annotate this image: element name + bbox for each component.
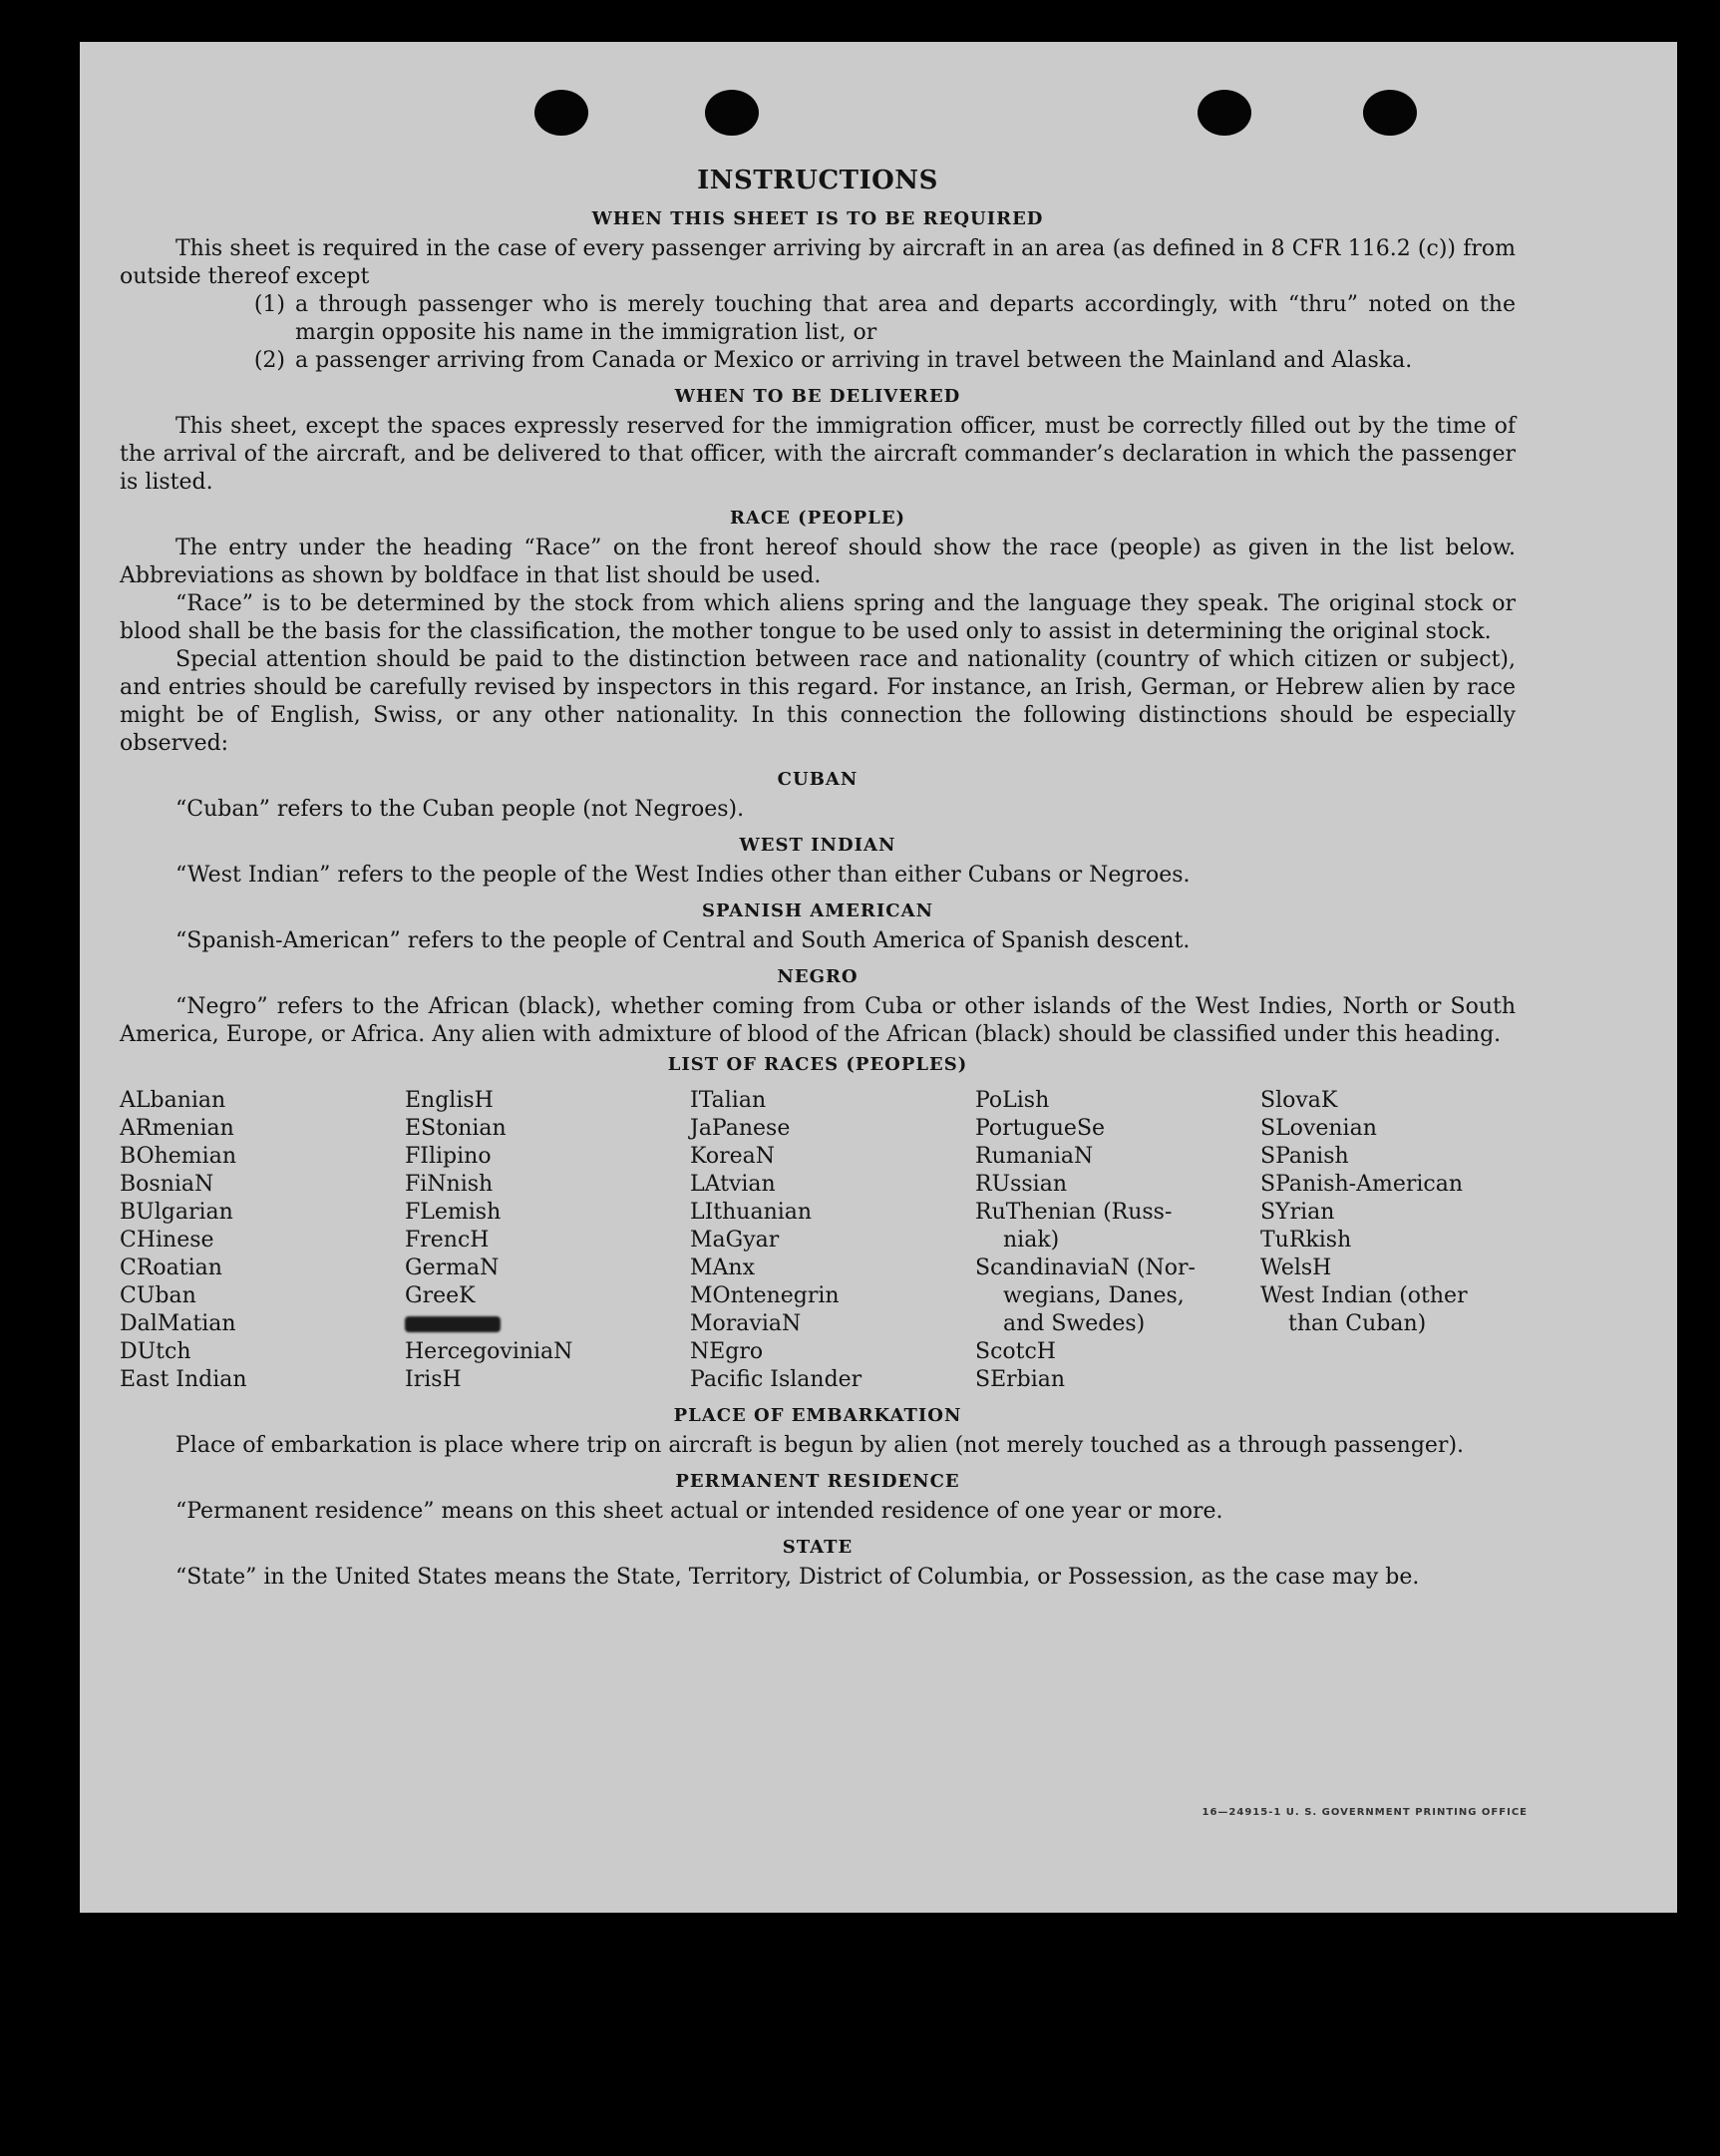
redacted-entry [405,1310,690,1338]
instructions-body [120,164,1516,1592]
race-item: Pacific Islander [690,1367,862,1392]
race-list [120,1087,1516,1394]
section-text: The entry under the heading “Race” on the front hereof should show the race (people) as given in the list below. Abbreviations as shown by boldface in that list should be used. [120,536,1516,588]
race-item: EStonian [405,1116,507,1141]
section-heading: RACE (PEOPLE) [729,508,906,529]
race-item: SPanish-American [1260,1172,1464,1197]
race-item: PoLish [975,1088,1050,1113]
race-item: EnglisH [405,1088,494,1113]
race-item: ARmenian [120,1116,234,1141]
item-number: (1) [253,292,285,317]
punch-hole [705,90,759,136]
list-heading: LIST OF RACES (PEOPLES) [667,1054,968,1075]
section-text: Place of embarkation is place where trip on aircraft is begun by alien (not merely touched as a through passenger). [175,1433,1465,1458]
race-column [1260,1087,1546,1394]
section-text: “State” in the United States means the State, Territory, District of Columbia, or Possession, as the case may be. [175,1565,1420,1590]
race-item: RUssian [975,1172,1068,1197]
race-item: SLovenian [1260,1116,1377,1141]
race-item-continuation: and Swedes) [1003,1311,1146,1336]
race-item: IrisH [405,1367,462,1392]
race-item: SYrian [1260,1200,1335,1225]
list-item [120,347,1516,375]
section-text: “West Indian” refers to the people of the West Indies other than either Cubans or Negroes. [175,863,1191,888]
section-heading: NEGRO [777,966,859,987]
race-item: LAtvian [690,1172,776,1197]
section-heading: PERMANENT RESIDENCE [675,1471,960,1492]
race-column [405,1087,690,1394]
punch-hole [534,90,588,136]
race-item-continuation: niak) [1003,1228,1060,1253]
race-item: DUtch [120,1339,191,1364]
race-column [975,1087,1260,1394]
race-item: CRoatian [120,1256,222,1280]
race-item: NEgro [690,1339,764,1364]
section-text: “Spanish-American” refers to the people of Central and South America of Spanish descent. [175,928,1191,953]
race-item: ITalian [690,1088,767,1113]
document-page [80,42,1677,1913]
race-item: MAnx [690,1256,755,1280]
race-item: ScotcH [975,1339,1056,1364]
list-item [120,291,1516,347]
section-text: “Negro” refers to the African (black), whether coming from Cuba or other islands of the West Indies, North or South America, Europe, or Africa. Any alien with admixture of blood of the African (black) should be classified under this heading. [120,994,1516,1047]
page-title: INSTRUCTIONS [697,166,938,195]
section-text: This sheet, except the spaces expressly reserved for the immigration officer, must be correctly filled out by the time of the arrival of the aircraft, and be delivered to that officer, with the aircraft commander’s declaration in which the passenger is listed. [120,414,1516,495]
race-item: SlovaK [1260,1088,1338,1113]
printer-imprint: 16—24915-1 U. S. GOVERNMENT PRINTING OFFICE [1202,1807,1528,1818]
race-item: CUban [120,1283,196,1308]
race-item: BOhemian [120,1144,236,1169]
section-heading: WEST INDIAN [739,835,896,856]
race-column [690,1087,975,1394]
item-text: a through passenger who is merely touching that area and departs accordingly, with “thru” noted on the margin opposite his name in the immigration list, or [295,292,1516,345]
race-item: TuRkish [1260,1228,1352,1253]
race-item: BUlgarian [120,1200,233,1225]
race-item: FiNnish [405,1172,494,1197]
section-text: “Cuban” refers to the Cuban people (not Negroes). [175,797,745,822]
section-text: Special attention should be paid to the distinction between race and nationality (country of which citizen or subject), and entries should be carefully revised by inspectors in this regard. For instance, an Irish, German, or Hebrew alien by race might be of English, Swiss, or any other nationality. In this connection the following distinctions should be especially observed: [120,647,1516,756]
race-item: ALbanian [120,1088,226,1113]
section-heading: PLACE OF EMBARKATION [673,1405,962,1426]
race-column [120,1087,405,1394]
race-item: DalMatian [120,1311,236,1336]
race-item: KoreaN [690,1144,775,1169]
race-item-continuation: wegians, Danes, [1003,1283,1185,1308]
section-heading: WHEN THIS SHEET IS TO BE REQUIRED [591,208,1044,229]
section-text: “Permanent residence” means on this sheet actual or intended residence of one year or more. [175,1499,1223,1524]
item-number: (2) [253,348,285,373]
race-item: GermaN [405,1256,500,1280]
race-item: West Indian (other [1260,1283,1468,1308]
race-item: SErbian [975,1367,1066,1392]
race-item: ScandinaviaN (Nor- [975,1256,1196,1280]
ink-smudge [405,1316,501,1332]
race-item: RumaniaN [975,1144,1094,1169]
punch-hole [1198,90,1251,136]
race-item: LIthuanian [690,1200,813,1225]
race-item: RuThenian (Russ- [975,1200,1173,1225]
section-heading: WHEN TO BE DELIVERED [674,386,961,407]
section-heading: CUBAN [777,769,859,790]
race-item: MaGyar [690,1228,780,1253]
race-item: WelsH [1260,1256,1332,1280]
race-item: CHinese [120,1228,214,1253]
race-item: FrencH [405,1228,490,1253]
race-item: East Indian [120,1367,247,1392]
race-item: JaPanese [690,1116,791,1141]
race-item: MoraviaN [690,1311,802,1336]
section-heading: STATE [782,1537,854,1558]
race-item: SPanish [1260,1144,1349,1169]
section-text: “Race” is to be determined by the stock from which aliens spring and the language they speak. The original stock or blood shall be the basis for the classification, the mother tongue to be used only to assist in determining the original stock. [120,591,1516,644]
race-item: BosniaN [120,1172,214,1197]
item-text: a passenger arriving from Canada or Mexico or arriving in travel between the Mainland and Alaska. [295,348,1413,373]
race-item: GreeK [405,1283,476,1308]
race-item: HercegoviniaN [405,1339,573,1364]
section-text: This sheet is required in the case of every passenger arriving by aircraft in an area (as defined in 8 CFR 116.2 (c)) from outside thereof except [120,236,1516,289]
race-item: FLemish [405,1200,502,1225]
race-item: FIlipino [405,1144,492,1169]
race-item: PortugueSe [975,1116,1106,1141]
punch-hole [1363,90,1417,136]
section-heading: SPANISH AMERICAN [701,900,934,921]
race-item-continuation: than Cuban) [1288,1311,1427,1336]
race-item: MOntenegrin [690,1283,840,1308]
